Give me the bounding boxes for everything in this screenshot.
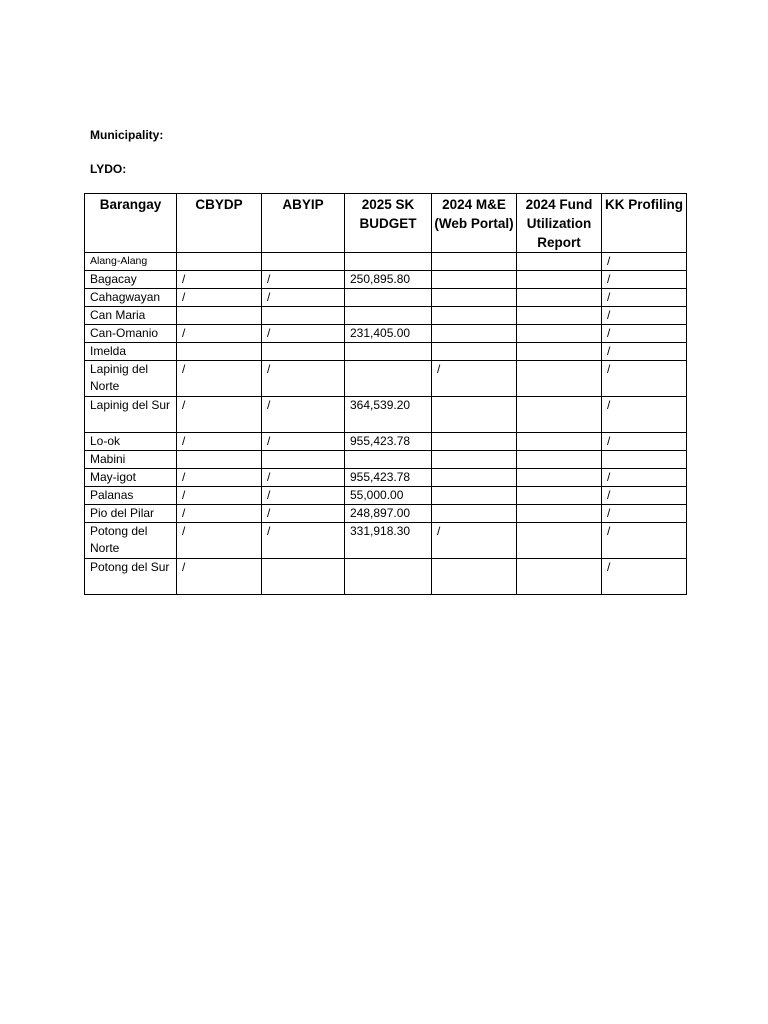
me-web-portal-cell xyxy=(432,451,517,469)
kk-profiling-cell: / xyxy=(602,271,687,289)
table-row xyxy=(85,325,687,343)
me-web-portal-cell xyxy=(432,469,517,487)
me-web-portal-cell xyxy=(432,325,517,343)
header-row xyxy=(85,194,687,253)
barangay-cell: Potong del Norte xyxy=(85,523,177,559)
fund-utilization-cell xyxy=(517,505,602,523)
sk-budget-cell xyxy=(345,361,432,397)
fund-utilization-cell xyxy=(517,469,602,487)
header-barangay: Barangay xyxy=(85,194,177,253)
me-web-portal-cell xyxy=(432,289,517,307)
table-row xyxy=(85,487,687,505)
abyip-cell: / xyxy=(262,361,345,397)
header-fund-utilization-report: 2024 Fund Utilization Report xyxy=(517,194,602,253)
barangay-cell: Potong del Sur xyxy=(85,559,177,595)
fund-utilization-cell xyxy=(517,523,602,559)
sk-budget-cell: 331,918.30 xyxy=(345,523,432,559)
abyip-cell xyxy=(262,343,345,361)
table-row xyxy=(85,397,687,433)
barangay-cell: Lo-ok xyxy=(85,433,177,451)
header-me-web-portal: 2024 M&E (Web Portal) xyxy=(432,194,517,253)
cbydp-cell: / xyxy=(177,361,262,397)
kk-profiling-cell xyxy=(602,451,687,469)
table-row xyxy=(85,469,687,487)
cbydp-cell: / xyxy=(177,469,262,487)
kk-profiling-cell: / xyxy=(602,487,687,505)
fund-utilization-cell xyxy=(517,559,602,595)
barangay-cell: Lapinig del Sur xyxy=(85,397,177,433)
table-row xyxy=(85,361,687,397)
abyip-cell: / xyxy=(262,487,345,505)
barangay-cell: Can Maria xyxy=(85,307,177,325)
sk-budget-cell: 364,539.20 xyxy=(345,397,432,433)
sk-budget-cell xyxy=(345,307,432,325)
sk-budget-cell xyxy=(345,559,432,595)
abyip-cell xyxy=(262,559,345,595)
me-web-portal-cell xyxy=(432,433,517,451)
me-web-portal-cell: / xyxy=(432,523,517,559)
sk-budget-cell: 248,897.00 xyxy=(345,505,432,523)
fund-utilization-cell xyxy=(517,325,602,343)
table-row xyxy=(85,505,687,523)
abyip-cell: / xyxy=(262,523,345,559)
abyip-cell xyxy=(262,451,345,469)
cbydp-cell xyxy=(177,307,262,325)
fund-utilization-cell xyxy=(517,451,602,469)
cbydp-cell: / xyxy=(177,325,262,343)
kk-profiling-cell: / xyxy=(602,307,687,325)
kk-profiling-cell: / xyxy=(602,469,687,487)
barangay-cell: Mabini xyxy=(85,451,177,469)
fund-utilization-cell xyxy=(517,361,602,397)
table-body xyxy=(85,253,687,595)
cbydp-cell: / xyxy=(177,505,262,523)
me-web-portal-cell xyxy=(432,307,517,325)
table-row xyxy=(85,289,687,307)
abyip-cell: / xyxy=(262,325,345,343)
table-row xyxy=(85,433,687,451)
me-web-portal-cell xyxy=(432,271,517,289)
barangay-cell: Imelda xyxy=(85,343,177,361)
abyip-cell: / xyxy=(262,505,345,523)
barangay-cell: Cahagwayan xyxy=(85,289,177,307)
sk-budget-cell xyxy=(345,253,432,271)
me-web-portal-cell xyxy=(432,505,517,523)
cbydp-cell: / xyxy=(177,433,262,451)
header-abyip: ABYIP xyxy=(262,194,345,253)
abyip-cell xyxy=(262,307,345,325)
fund-utilization-cell xyxy=(517,271,602,289)
me-web-portal-cell xyxy=(432,487,517,505)
kk-profiling-cell: / xyxy=(602,361,687,397)
abyip-cell: / xyxy=(262,469,345,487)
barangay-cell: Pio del Pilar xyxy=(85,505,177,523)
kk-profiling-cell: / xyxy=(602,433,687,451)
abyip-cell: / xyxy=(262,397,345,433)
sk-budget-cell: 231,405.00 xyxy=(345,325,432,343)
me-web-portal-cell xyxy=(432,559,517,595)
kk-profiling-cell: / xyxy=(602,343,687,361)
fund-utilization-cell xyxy=(517,433,602,451)
sk-budget-cell xyxy=(345,289,432,307)
fund-utilization-cell xyxy=(517,397,602,433)
fund-utilization-cell xyxy=(517,289,602,307)
lydo-label: LYDO: xyxy=(90,162,127,176)
cbydp-cell: / xyxy=(177,397,262,433)
table-header xyxy=(85,194,687,253)
table-row xyxy=(85,559,687,595)
sk-budget-cell: 55,000.00 xyxy=(345,487,432,505)
kk-profiling-cell: / xyxy=(602,397,687,433)
kk-profiling-cell: / xyxy=(602,325,687,343)
fund-utilization-cell xyxy=(517,343,602,361)
table-row xyxy=(85,253,687,271)
cbydp-cell: / xyxy=(177,289,262,307)
barangay-compliance-table xyxy=(84,193,687,595)
kk-profiling-cell: / xyxy=(602,253,687,271)
abyip-cell: / xyxy=(262,433,345,451)
header-kk-profiling: KK Profiling xyxy=(602,194,687,253)
barangay-cell: May-igot xyxy=(85,469,177,487)
abyip-cell: / xyxy=(262,271,345,289)
municipality-label: Municipality: xyxy=(90,128,164,142)
abyip-cell xyxy=(262,253,345,271)
kk-profiling-cell: / xyxy=(602,559,687,595)
barangay-cell: Lapinig del Norte xyxy=(85,361,177,397)
header-cbydp: CBYDP xyxy=(177,194,262,253)
fund-utilization-cell xyxy=(517,307,602,325)
me-web-portal-cell xyxy=(432,253,517,271)
barangay-cell: Alang-Alang xyxy=(85,253,177,271)
me-web-portal-cell xyxy=(432,397,517,433)
cbydp-cell xyxy=(177,253,262,271)
kk-profiling-cell: / xyxy=(602,289,687,307)
kk-profiling-cell: / xyxy=(602,505,687,523)
abyip-cell: / xyxy=(262,289,345,307)
sk-budget-cell: 955,423.78 xyxy=(345,433,432,451)
sk-budget-cell: 955,423.78 xyxy=(345,469,432,487)
header-sk-budget: 2025 SK BUDGET xyxy=(345,194,432,253)
cbydp-cell: / xyxy=(177,523,262,559)
barangay-cell: Can-Omanio xyxy=(85,325,177,343)
table-row xyxy=(85,523,687,559)
fund-utilization-cell xyxy=(517,487,602,505)
fund-utilization-cell xyxy=(517,253,602,271)
cbydp-cell xyxy=(177,451,262,469)
table-row xyxy=(85,451,687,469)
table-row xyxy=(85,343,687,361)
cbydp-cell: / xyxy=(177,271,262,289)
cbydp-cell: / xyxy=(177,487,262,505)
cbydp-cell xyxy=(177,343,262,361)
sk-budget-cell xyxy=(345,343,432,361)
table-row xyxy=(85,271,687,289)
barangay-cell: Palanas xyxy=(85,487,177,505)
kk-profiling-cell: / xyxy=(602,523,687,559)
sk-budget-cell: 250,895.80 xyxy=(345,271,432,289)
barangay-cell: Bagacay xyxy=(85,271,177,289)
me-web-portal-cell xyxy=(432,343,517,361)
table-row xyxy=(85,307,687,325)
cbydp-cell: / xyxy=(177,559,262,595)
me-web-portal-cell: / xyxy=(432,361,517,397)
sk-budget-cell xyxy=(345,451,432,469)
